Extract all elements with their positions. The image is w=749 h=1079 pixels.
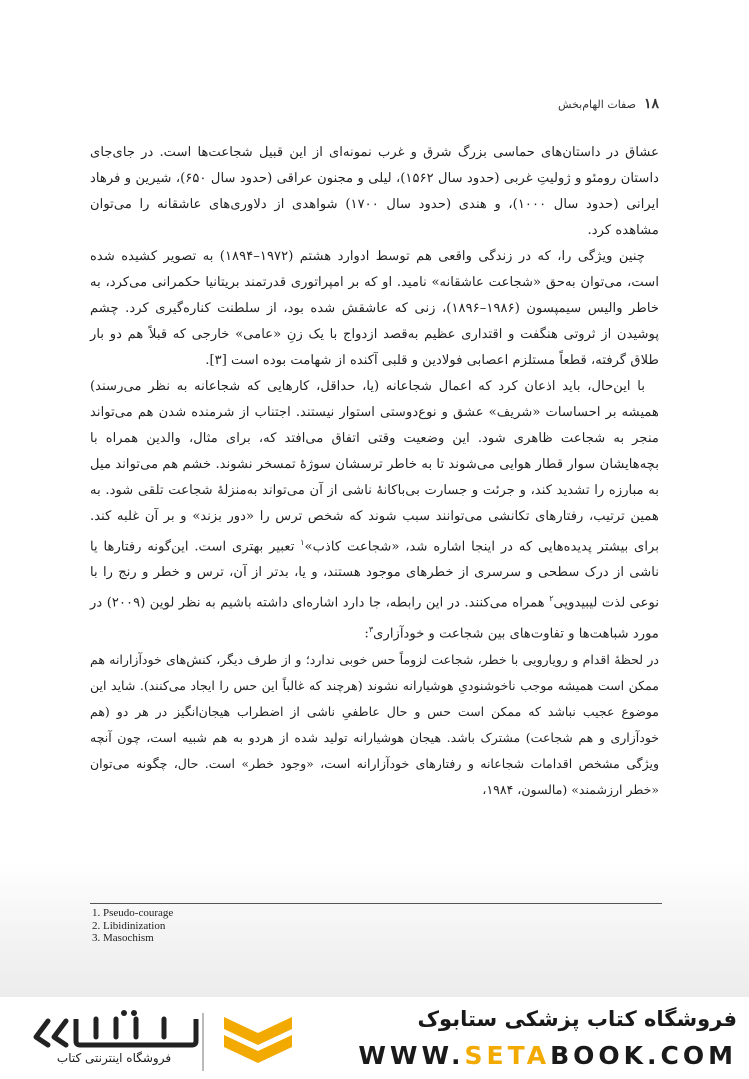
url-prefix: WWW. bbox=[358, 1041, 465, 1070]
running-title: صفات الهام‌بخش bbox=[558, 98, 636, 111]
block-quote: در لحظهٔ اقدام و رویارویی با خطر، شجاعت لزوماً حس خوبی ندارد؛ و از طرف دیگر، کنش‌های خودآزارانه هم ممکن است همیشه موجب ناخوشنودیِ هوشیارانه نشوند (هرچند که غالباً این حس را ایجاد می‌کنند). شاید این موضوع عجیب نباشد که ممکن است حس و حال عاطفیِ ناشی از اضطراب هیجان‌انگیز در هر دو (هم خودآزاری و هم شجاعت) مشترک باشد. هیجان هوشیارانه تولید شده از هردو به هم شبیه است، چون آنچه ویژگی مشخص اقدامات شجاعانه و رفتارهای خودآزارانه است، «وجود خطر» است. حال، چگونه می‌توان «خطر ارزشمند» (مالسون، ۱۹۸۴، bbox=[90, 652, 659, 798]
running-header bbox=[558, 96, 659, 112]
footnote-1: 1. Pseudo-courage bbox=[92, 907, 174, 919]
logo-divider bbox=[202, 1013, 204, 1071]
logo-caption: فروشگاه اینترنتی کتاب bbox=[56, 1051, 172, 1065]
paragraph-3-part-c: همراه می‌کنند. در این رابطه، جا دارد اشاره‌ای داشته باشیم به نظر لوین (۲۰۰۹) در مورد شباهت‌ها و تفاوت‌های بین شجاعت و خودآزاری bbox=[90, 595, 659, 642]
paragraph-3-part-b: تعبیر بهتری است. این‌گونه رفتارها یا ناشی از درک سطحی و سرسری از خطرهای موجود هستند، و یا، بدتر از آن، ترس و خطر و رنج را با نوعی لذت لیبیدویی bbox=[90, 539, 660, 611]
shop-name: فروشگاه کتاب پزشکی ستابوک bbox=[417, 1007, 737, 1031]
footnote-marker-1: ۱ bbox=[300, 538, 305, 547]
paragraph-3-part-d: : bbox=[364, 626, 369, 642]
footnote-3: 3. Masochism bbox=[92, 932, 154, 944]
footnote-divider bbox=[90, 903, 662, 904]
setabook-wordmark-icon bbox=[24, 1007, 204, 1051]
paragraph-3-part-a: با این‌حال، باید اذعان کرد که اعمال شجاعانه (یا، حداقل، کارهایی که شجاعانه به نظر می‌رسند) همیشه بر احساسات «شریف» عشق و نوع‌دوستی استوار نیستند. اجتناب از شرمنده شدن هم می‌تواند منجر به شجاعت ظاهری شود. این وضعیت وقتی اتفاق می‌افتد که، برای مثال، والدین همراه با بچه‌هایشان سوار قطار هوایی می‌شوند تا به خاطر ترسشان سوژهٔ تمسخر نشوند. خشم هم می‌تواند میل به مبارزه را تشدید کند، و جرئت و جسارت بی‌باکانهٔ ناشی از آن می‌تواند به‌منزلهٔ شجاعت تلقی شود. به همین ترتیب، رفتارهای تکانشی می‌توانند سبب شوند که شخص ترس را «دور بزند» و بر آن غلبه کند. برای بیشتر پدیده‌هایی که در اینجا اشاره شد، «شجاعت کاذب» bbox=[90, 379, 659, 555]
setabook-logo bbox=[24, 1007, 304, 1073]
footnotes bbox=[92, 907, 173, 945]
footnote-marker-2: ۲ bbox=[549, 594, 554, 604]
page-number: ۱۸ bbox=[643, 96, 659, 112]
footnote-2: 2. Libidinization bbox=[92, 919, 166, 932]
publisher-banner bbox=[0, 997, 749, 1079]
url-suffix: BOOK.COM bbox=[550, 1041, 737, 1070]
url-highlight: SETA bbox=[464, 1041, 551, 1070]
paragraph-2: چنین ویژگی را، که در زندگی واقعی هم توسط ادوارد هشتم (۱۹۷۲–۱۸۹۴) به تصویر کشیده شده است، می‌توان به‌حق «شجاعت عاشقانه» نامید. او که بر امپراتوری قدرتمند بریتانیا حکمرانی می‌کرد، به خاطر والیس سیمپسون (۱۹۸۶–۱۸۹۶)، زنی که عاشقش شده بود، از سلطنت کناره‌گیری کرد. چشم پوشیدن از ثروتی هنگفت و اقتداری عظیم به‌قصد ازدواج با یک زنِ «عامی» خارجی که قبلاً هم دو بار طلاق گرفته، قطعاً مستلزم اعصابی فولادین و قلبی آکنده از شهامت بوده است [۳]. bbox=[90, 249, 659, 368]
site-url[interactable] bbox=[358, 1041, 737, 1070]
footnote-marker-3: ۳ bbox=[368, 624, 374, 634]
paragraph-1: عشاق در داستان‌های حماسی بزرگ شرق و غرب نمونه‌ای از این قبیل شجاعت‌ها است. در جای‌جای داستان رومئو و ژولیتِ غربی (حدود سال ۱۵۶۲)، لیلی و مجنون عراقی (حدود سال ۶۵۰)، شیرین و فرهاد ایرانی (حدود سال ۱۰۰۰)، و هندی (حدود سال ۱۷۰۰) شواهدی از دلاوری‌های عاشقانه را می‌توان مشاهده کرد. bbox=[90, 145, 660, 238]
paragraph-3 bbox=[90, 374, 659, 647]
body-text bbox=[90, 140, 659, 803]
book-chevron-icon bbox=[218, 1009, 298, 1071]
